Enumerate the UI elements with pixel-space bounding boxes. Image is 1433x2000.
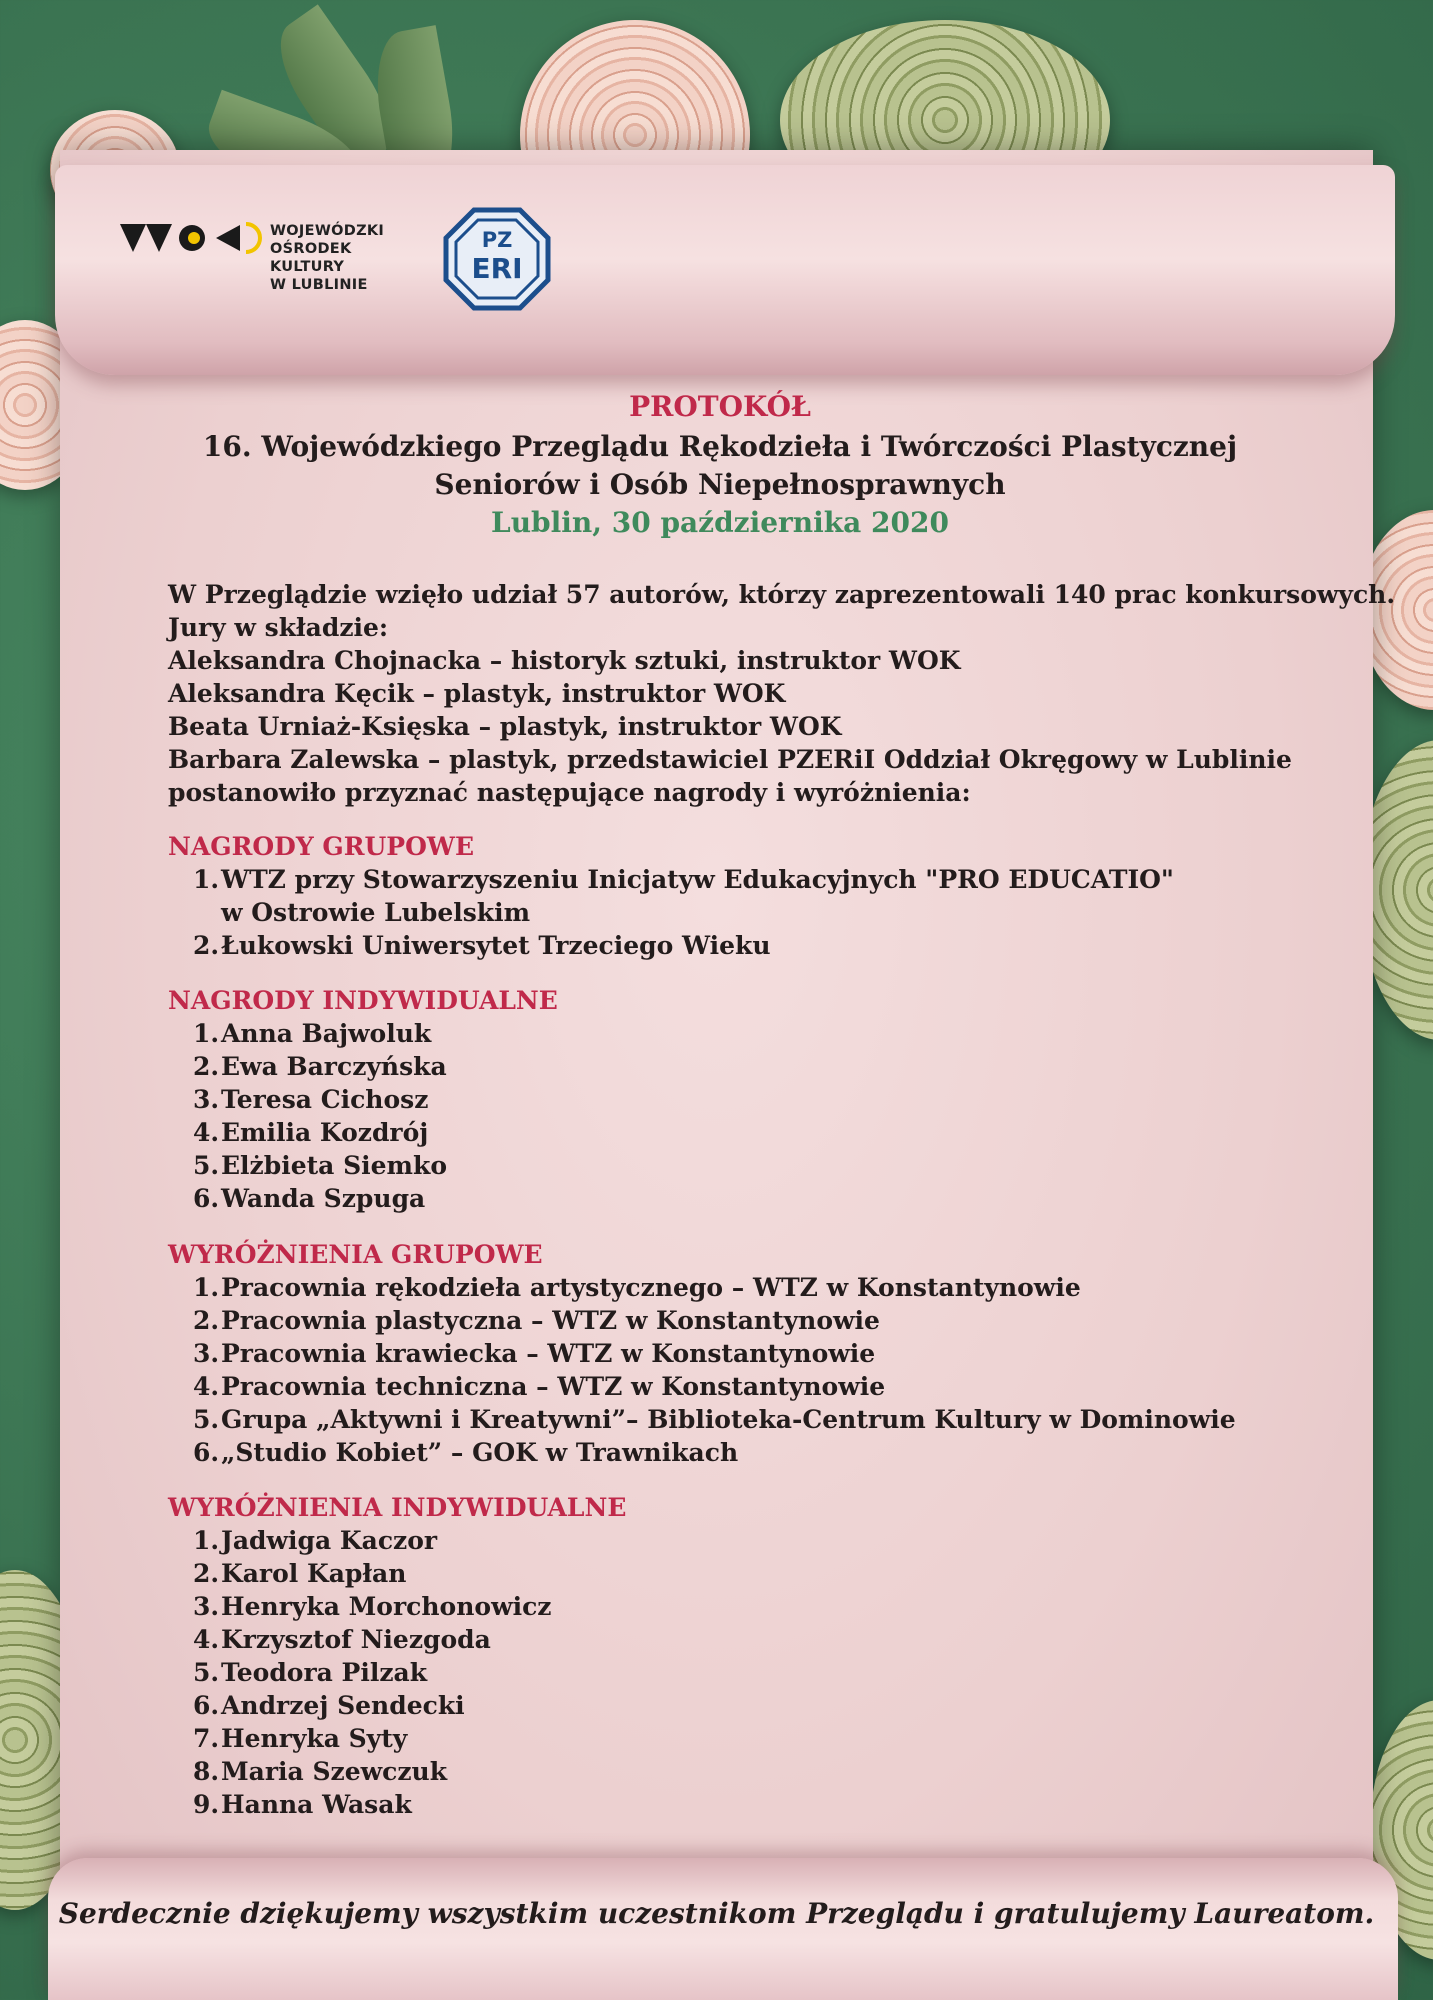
- list-item-number: 3.: [193, 1085, 220, 1114]
- list-item: [193, 1526, 437, 1555]
- list-item-number: 2.: [193, 931, 220, 960]
- list-item-text: WTZ przy Stowarzyszeniu Inicjatyw Edukacyjnych "PRO EDUCATIO": [221, 865, 1174, 894]
- list-item-continuation: w Ostrowie Lubelskim: [221, 898, 531, 927]
- section-heading: WYRÓŻNIENIA INDYWIDUALNE: [168, 1493, 627, 1522]
- list-item: [193, 1052, 447, 1081]
- list-item-number: 3.: [193, 1592, 220, 1621]
- list-item-number: 6.: [193, 1438, 220, 1467]
- intro-line: postanowiło przyznać następujące nagrody i wyróżnienia:: [168, 778, 971, 807]
- list-item: [193, 1658, 427, 1687]
- list-item-text: Andrzej Sendecki: [221, 1691, 465, 1720]
- list-item-number: 5.: [193, 1405, 220, 1434]
- jury-member: Beata Urniaż-Księska – plastyk, instruktor WOK: [168, 712, 842, 741]
- list-item-number: 1.: [193, 1273, 220, 1302]
- list-item-number: 8.: [193, 1757, 220, 1786]
- list-item: [193, 1757, 447, 1786]
- wok-logo-line: WOJEWÓDZKI: [270, 223, 385, 239]
- document-date: Lublin, 30 października 2020: [491, 506, 949, 539]
- list-item: [193, 1724, 407, 1753]
- list-item: [193, 1438, 738, 1467]
- pzeri-logo-line2: ERI: [471, 252, 523, 285]
- section-heading: WYRÓŻNIENIA GRUPOWE: [168, 1240, 543, 1269]
- jury-member: Aleksandra Chojnacka – historyk sztuki, instruktor WOK: [168, 646, 961, 675]
- list-item-number: 5.: [193, 1658, 220, 1687]
- list-item-text: Teodora Pilzak: [221, 1658, 428, 1687]
- list-item-number: 1.: [193, 1526, 220, 1555]
- list-item: [193, 1625, 491, 1654]
- jury-member: Barbara Zalewska – plastyk, przedstawiciel PZERiI Oddział Okręgowy w Lublinie: [168, 745, 1292, 774]
- list-item-text: Emilia Kozdrój: [221, 1118, 429, 1147]
- list-item-text: Pracownia techniczna – WTZ w Konstantynowie: [221, 1372, 886, 1401]
- list-item-number: 9.: [193, 1790, 220, 1819]
- list-item-text: Teresa Cichosz: [221, 1085, 429, 1114]
- list-item: [193, 1372, 885, 1401]
- list-item: [193, 1592, 552, 1621]
- list-item: [193, 1273, 1081, 1302]
- list-item-number: 3.: [193, 1339, 220, 1368]
- list-item: [193, 1019, 431, 1048]
- list-item: [193, 1306, 880, 1335]
- list-item-text: Henryka Syty: [221, 1724, 408, 1753]
- wok-logo-line: W LUBLINIE: [270, 277, 368, 293]
- section-heading: NAGRODY GRUPOWE: [168, 832, 475, 861]
- list-item-text: Pracownia plastyczna – WTZ w Konstantynowie: [221, 1306, 880, 1335]
- list-item-number: 5.: [193, 1151, 220, 1180]
- list-item-number: 2.: [193, 1306, 220, 1335]
- list-item-number: 7.: [193, 1724, 220, 1753]
- list-item-text: Wanda Szpuga: [221, 1184, 426, 1213]
- list-item: [193, 1405, 1236, 1434]
- jury-member: Aleksandra Kęcik – plastyk, instruktor WOK: [168, 679, 786, 708]
- document-title: PROTOKÓŁ: [629, 390, 811, 423]
- list-item-number: 2.: [193, 1052, 220, 1081]
- list-item-number: 1.: [193, 865, 220, 894]
- list-item-number: 6.: [193, 1691, 220, 1720]
- section-heading: NAGRODY INDYWIDUALNE: [168, 986, 558, 1015]
- list-item-text: Maria Szewczuk: [221, 1757, 448, 1786]
- list-item-text: Hanna Wasak: [221, 1790, 412, 1819]
- list-item-number: 2.: [193, 1559, 220, 1588]
- list-item-number: 6.: [193, 1184, 220, 1213]
- list-item: [193, 1184, 425, 1213]
- list-item: [193, 865, 1174, 894]
- list-item: [193, 1151, 447, 1180]
- list-item: [193, 1085, 428, 1114]
- closing-thanks: Serdecznie dziękujemy wszystkim uczestnikom Przeglądu i gratulujemy Laureatom.: [58, 1897, 1375, 1930]
- list-item-number: 4.: [193, 1118, 220, 1147]
- list-item-text: Pracownia krawiecka – WTZ w Konstantynowie: [221, 1339, 876, 1368]
- list-item-number: 4.: [193, 1625, 220, 1654]
- wok-logo-line: KULTURY: [270, 259, 345, 275]
- list-item-text: Anna Bajwoluk: [221, 1019, 432, 1048]
- list-item-text: Łukowski Uniwersytet Trzeciego Wieku: [221, 931, 771, 960]
- document-subtitle-line2: Seniorów i Osób Niepełnosprawnych: [434, 468, 1006, 501]
- list-item-text: Jadwiga Kaczor: [221, 1526, 438, 1555]
- list-item-text: Pracownia rękodzieła artystycznego – WTZ w Konstantynowie: [221, 1273, 1081, 1302]
- list-item: [193, 1339, 875, 1368]
- list-item: [193, 931, 771, 960]
- list-item-text: Elżbieta Siemko: [221, 1151, 447, 1180]
- list-item: [193, 1118, 428, 1147]
- intro-line: Jury w składzie:: [168, 613, 389, 642]
- list-item-text: Krzysztof Niezgoda: [221, 1625, 491, 1654]
- list-item-text: „Studio Kobiet” – GOK w Trawnikach: [221, 1438, 739, 1467]
- list-item-number: 4.: [193, 1372, 220, 1401]
- list-item-text: Grupa „Aktywni i Kreatywni”– Biblioteka-Centrum Kultury w Dominowie: [221, 1405, 1236, 1434]
- list-item-text: Henryka Morchonowicz: [221, 1592, 552, 1621]
- intro-line: W Przeglądzie wzięło udział 57 autorów, którzy zaprezentowali 140 prac konkursowych.: [168, 580, 1396, 609]
- document-subtitle-line1: 16. Wojewódzkiego Przeglądu Rękodzieła i Twórczości Plastycznej: [202, 430, 1238, 463]
- pzeri-logo-line1: PZ: [481, 228, 513, 252]
- list-item-text: Ewa Barczyńska: [221, 1052, 447, 1081]
- list-item-text: Karol Kapłan: [221, 1559, 407, 1588]
- list-item: [193, 1559, 406, 1588]
- list-item: [193, 1790, 412, 1819]
- wok-logo-line: OŚRODEK: [270, 241, 352, 257]
- list-item-number: 1.: [193, 1019, 220, 1048]
- list-item: [193, 1691, 465, 1720]
